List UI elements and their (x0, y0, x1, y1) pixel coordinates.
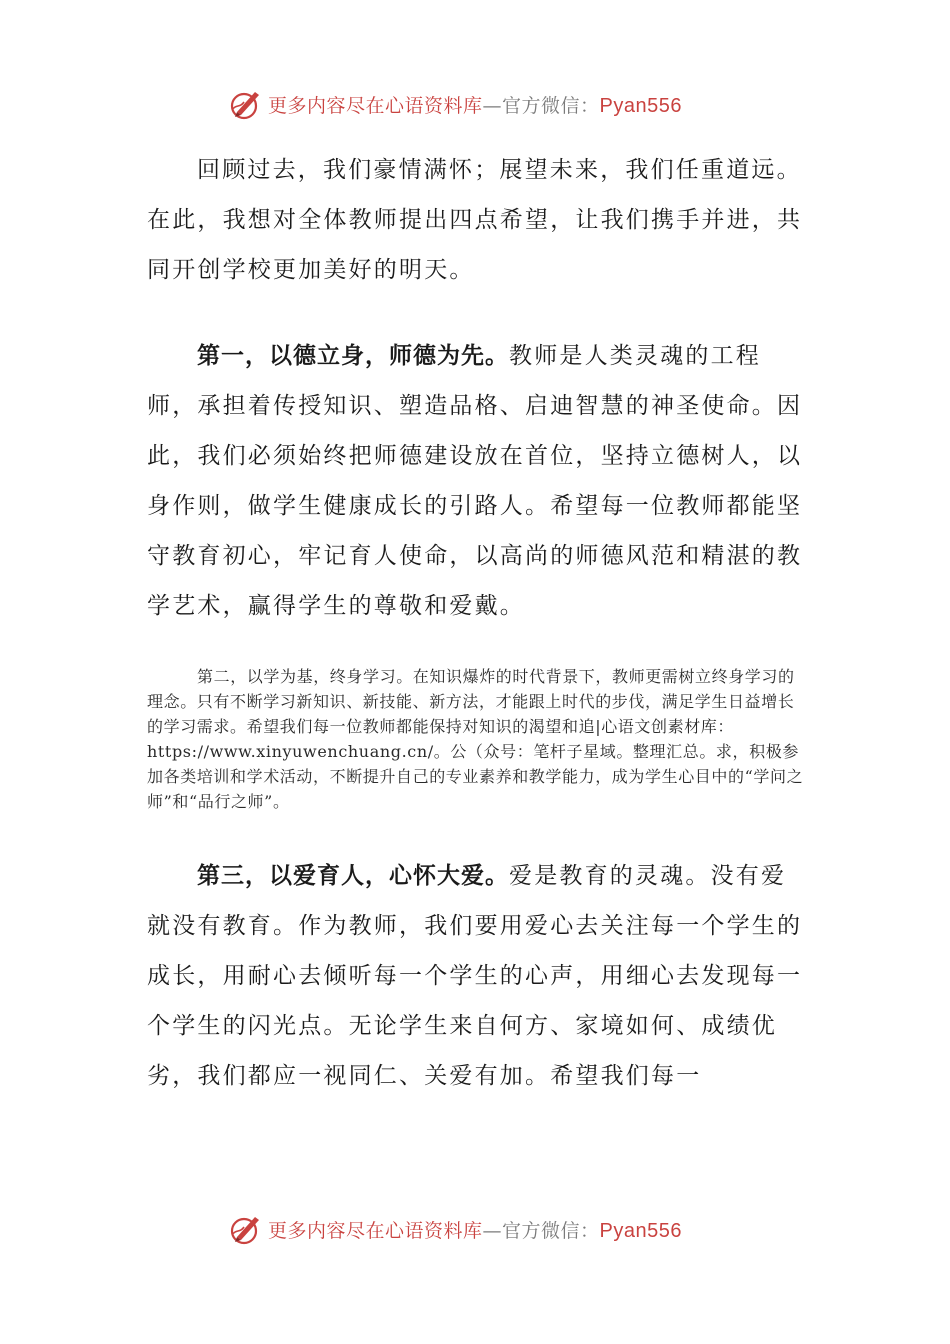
footer-wechat-label: 官方微信： (502, 1219, 600, 1242)
pen-logo-icon (228, 1211, 264, 1247)
header-wechat-id: Pyan556 (599, 94, 682, 117)
footer-wechat-id: Pyan556 (599, 1219, 682, 1242)
point3-heading: 第三，以爱育人，心怀大爱。 (197, 863, 509, 889)
header-banner-title: 更多内容尽在心语资料库 (268, 94, 483, 117)
point2-paragraph: 第二，以学为基，终身学习。在知识爆炸的时代背景下，教师更需树立终身学习的理念。只有不断学习新知识、新技能、新方法，才能跟上时代的步伐，满足学生日益增长的学习需求。希望我们每一位教师都能保持对知识的渴望和追|心语文创素材库：https://www.xinyuwenchuang.cn/。公（众号：笔杆子星域。整理汇总。求，积极参加各类培训和学术活动，不断提升自己的专业素养和教学能力，成为学生心目中的“学问之师”和“品行之师”。 (147, 667, 804, 811)
header-banner-separator: — (482, 94, 503, 117)
footer-banner-text (268, 1216, 682, 1243)
footer-banner-title: 更多内容尽在心语资料库 (268, 1219, 483, 1242)
intro-paragraph: 回顾过去，我们豪情满怀；展望未来，我们任重道远。在此，我想对全体教师提出四点希望，让我们携手并进，共同开创学校更加美好的明天。 (147, 157, 803, 283)
point1-paragraph (147, 331, 807, 631)
pen-logo-icon (228, 86, 264, 122)
header-banner (228, 84, 682, 124)
point3-body: 爱是教育的灵魂。没有爱就没有教育。作为教师，我们要用爱心去关注每一个学生的成长，用耐心去倾听每一个学生的心声，用细心去发现每一个学生的闪光点。无论学生来自何方、家境如何、成绩优劣，我们都应一视同仁、关爱有加。希望我们每一 (147, 863, 803, 1089)
header-banner-text (268, 91, 682, 118)
point1-body: 教师是人类灵魂的工程师，承担着传授知识、塑造品格、启迪智慧的神圣使命。因此，我们必须始终把师德建设放在首位，坚持立德树人，以身作则，做学生健康成长的引路人。希望每一位教师都能坚守教育初心，牢记育人使命，以高尚的师德风范和精湛的教学艺术，赢得学生的尊敬和爱戴。 (147, 343, 803, 619)
point3-paragraph (147, 851, 807, 1101)
header-wechat-label: 官方微信： (502, 94, 600, 117)
footer-banner-separator: — (482, 1219, 503, 1242)
point1-heading: 第一，以德立身，师德为先。 (197, 343, 509, 369)
footer-banner (228, 1209, 682, 1249)
